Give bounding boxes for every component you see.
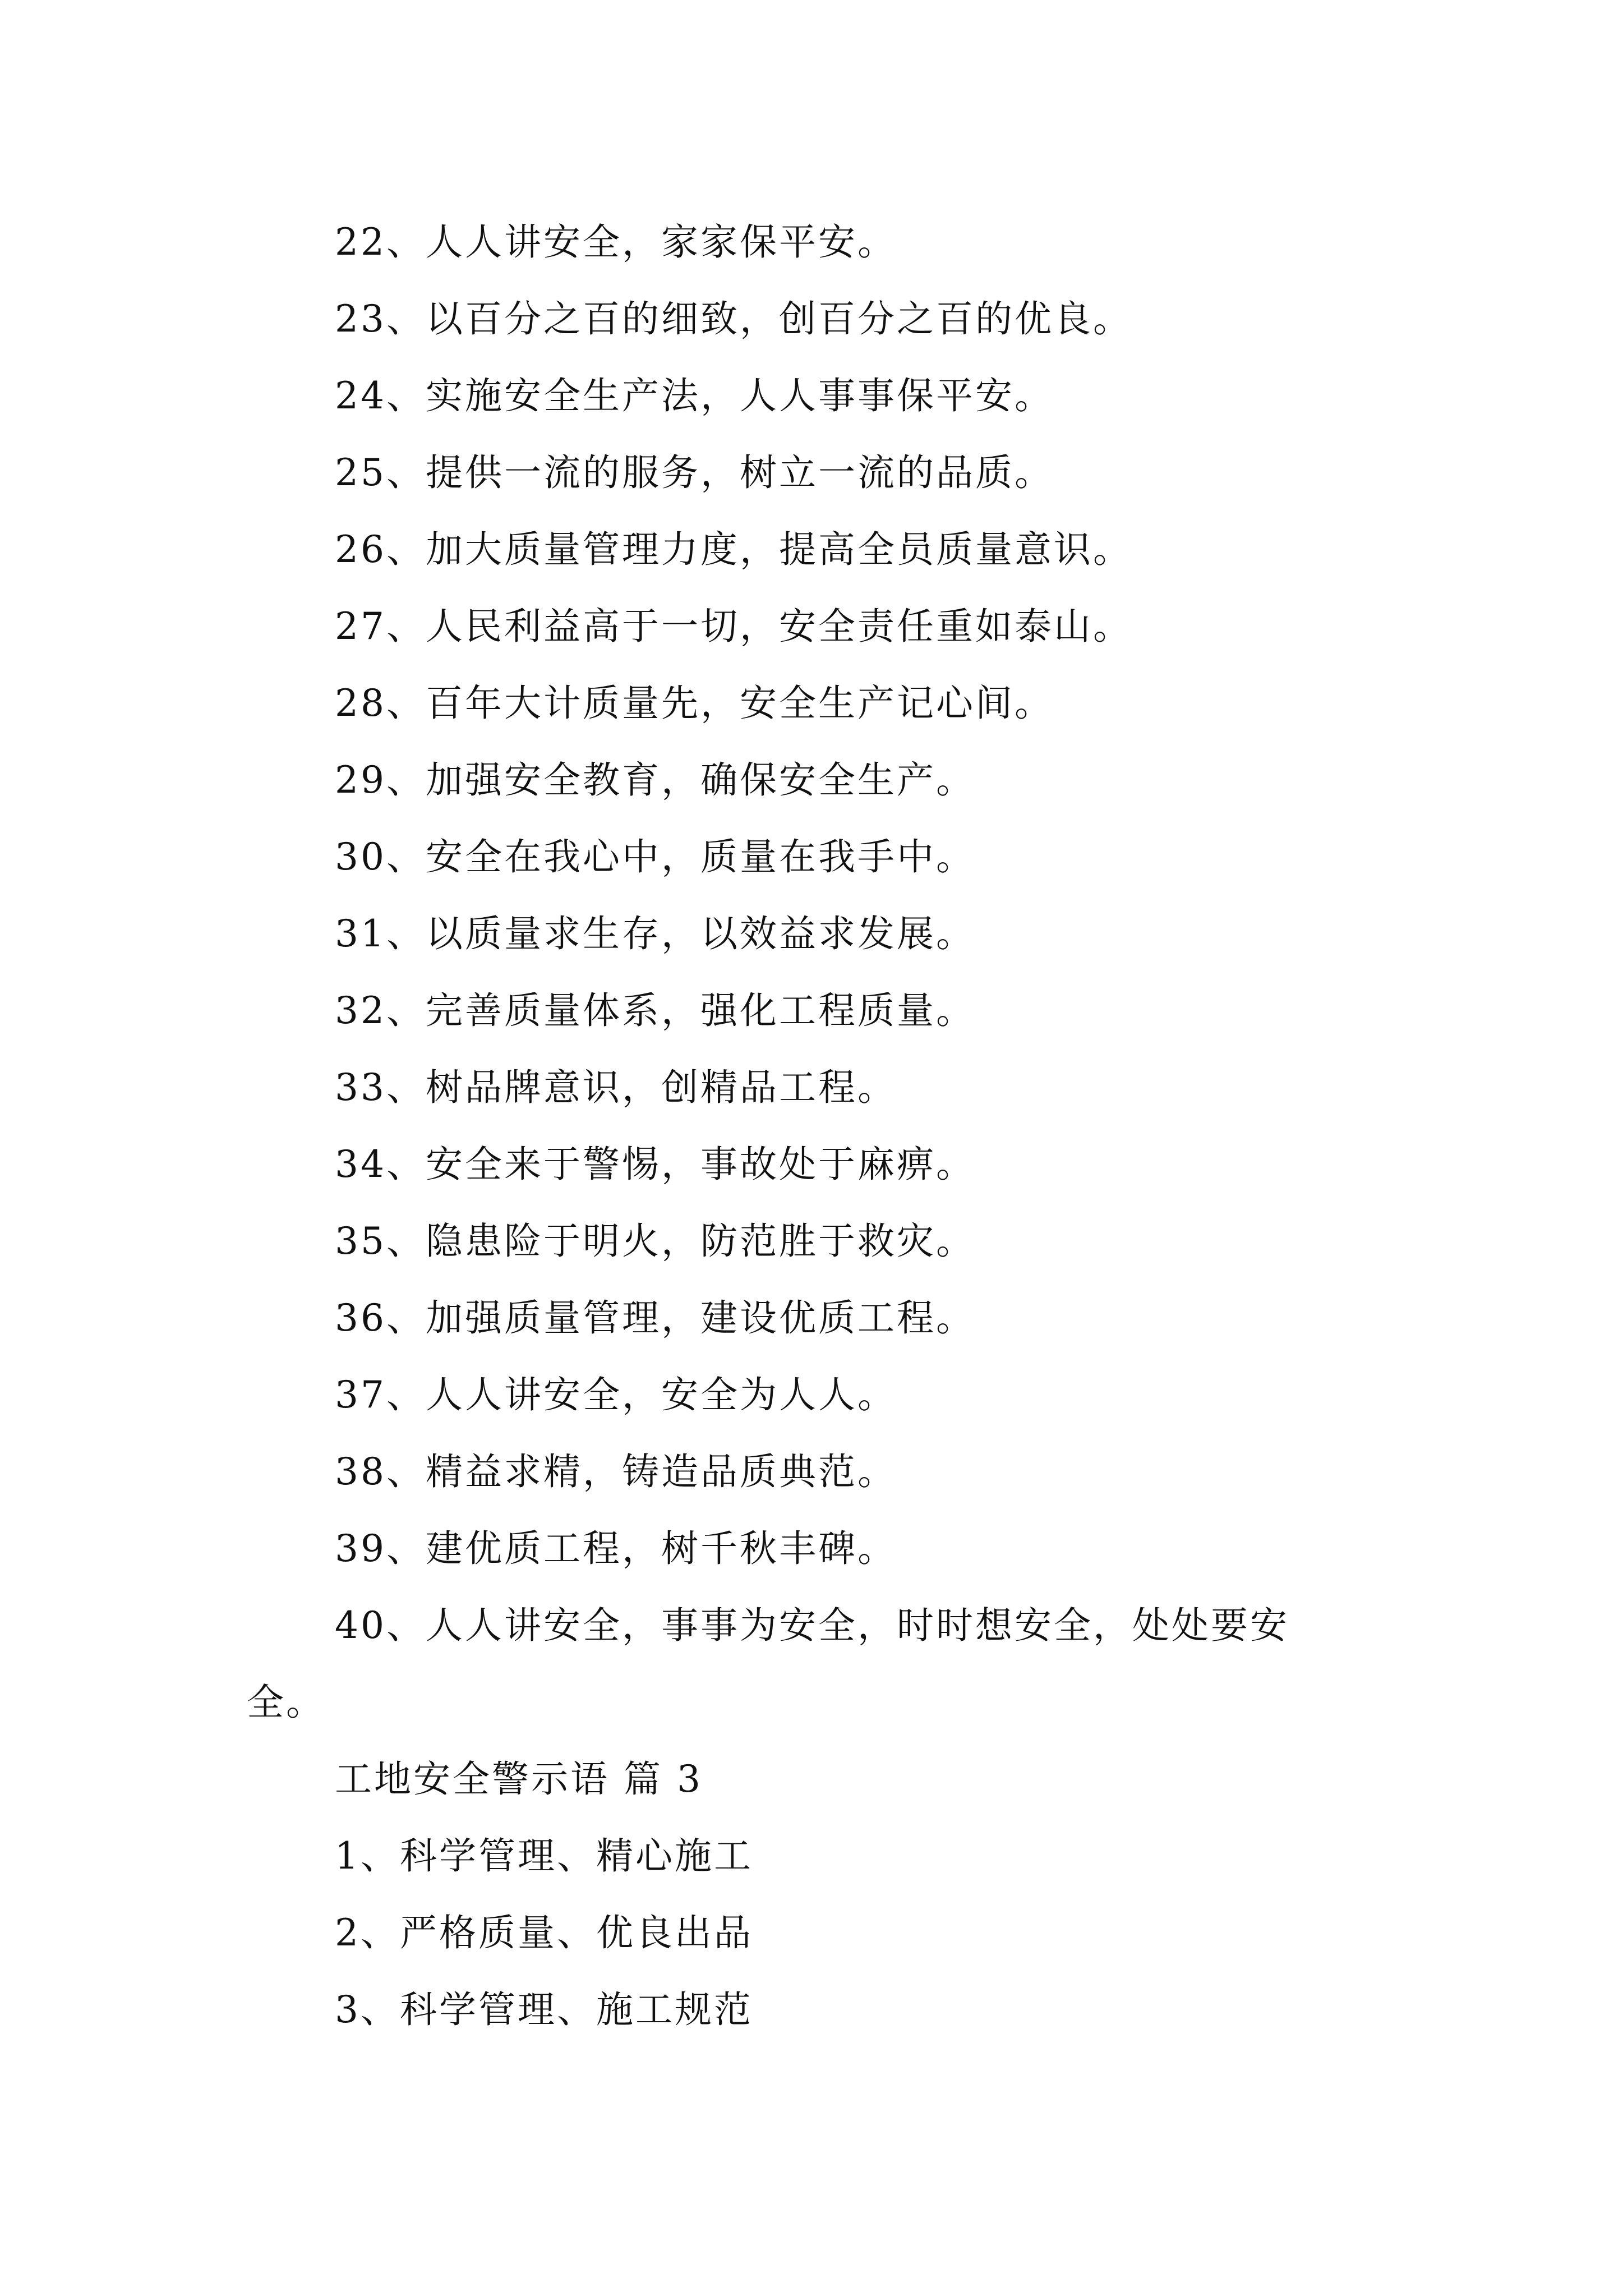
list-item: 25、提供一流的服务，树立一流的品质。 (335, 451, 1054, 494)
list-item-40: 40、人人讲安全，事事为安全，时时想安全，处处要安 (335, 1604, 1289, 1647)
list-item: 23、以百分之百的细致，创百分之百的优良。 (335, 297, 1132, 341)
list-item: 35、隐患险于明火，防范胜于救灾。 (335, 1220, 975, 1263)
list-item: 26、加大质量管理力度，提高全员质量意识。 (335, 528, 1132, 571)
list-item: 30、安全在我心中，质量在我手中。 (335, 835, 975, 878)
section-title: 工地安全警示语 篇 3 (335, 1757, 703, 1801)
list-item: 28、百年大计质量先，安全生产记心间。 (335, 682, 1054, 725)
list-item: 34、安全来于警惕，事故处于麻痹。 (335, 1143, 975, 1186)
list-item: 36、加强质量管理，建设优质工程。 (335, 1296, 975, 1340)
list-item: 32、完善质量体系，强化工程质量。 (335, 989, 975, 1032)
section-list-item: 2、严格质量、优良出品 (335, 1911, 753, 1954)
list-item: 31、以质量求生存，以效益求发展。 (335, 912, 975, 955)
section-list-item: 1、科学管理、精心施工 (335, 1834, 753, 1878)
list-item: 37、人人讲安全，安全为人人。 (335, 1373, 897, 1416)
section-list-item: 3、科学管理、施工规范 (335, 1988, 753, 2031)
list-item: 29、加强安全教育，确保安全生产。 (335, 758, 975, 802)
list-item: 38、精益求精，铸造品质典范。 (335, 1450, 897, 1493)
list-item: 27、人民利益高于一切，安全责任重如泰山。 (335, 605, 1132, 648)
list-item: 33、树品牌意识，创精品工程。 (335, 1066, 897, 1109)
list-item: 24、实施安全生产法，人人事事保平安。 (335, 374, 1054, 417)
list-item-40-continued: 全。 (247, 1681, 325, 1724)
list-item: 39、建优质工程，树千秋丰碑。 (335, 1527, 897, 1570)
list-item: 22、人人讲安全，家家保平安。 (335, 220, 897, 264)
